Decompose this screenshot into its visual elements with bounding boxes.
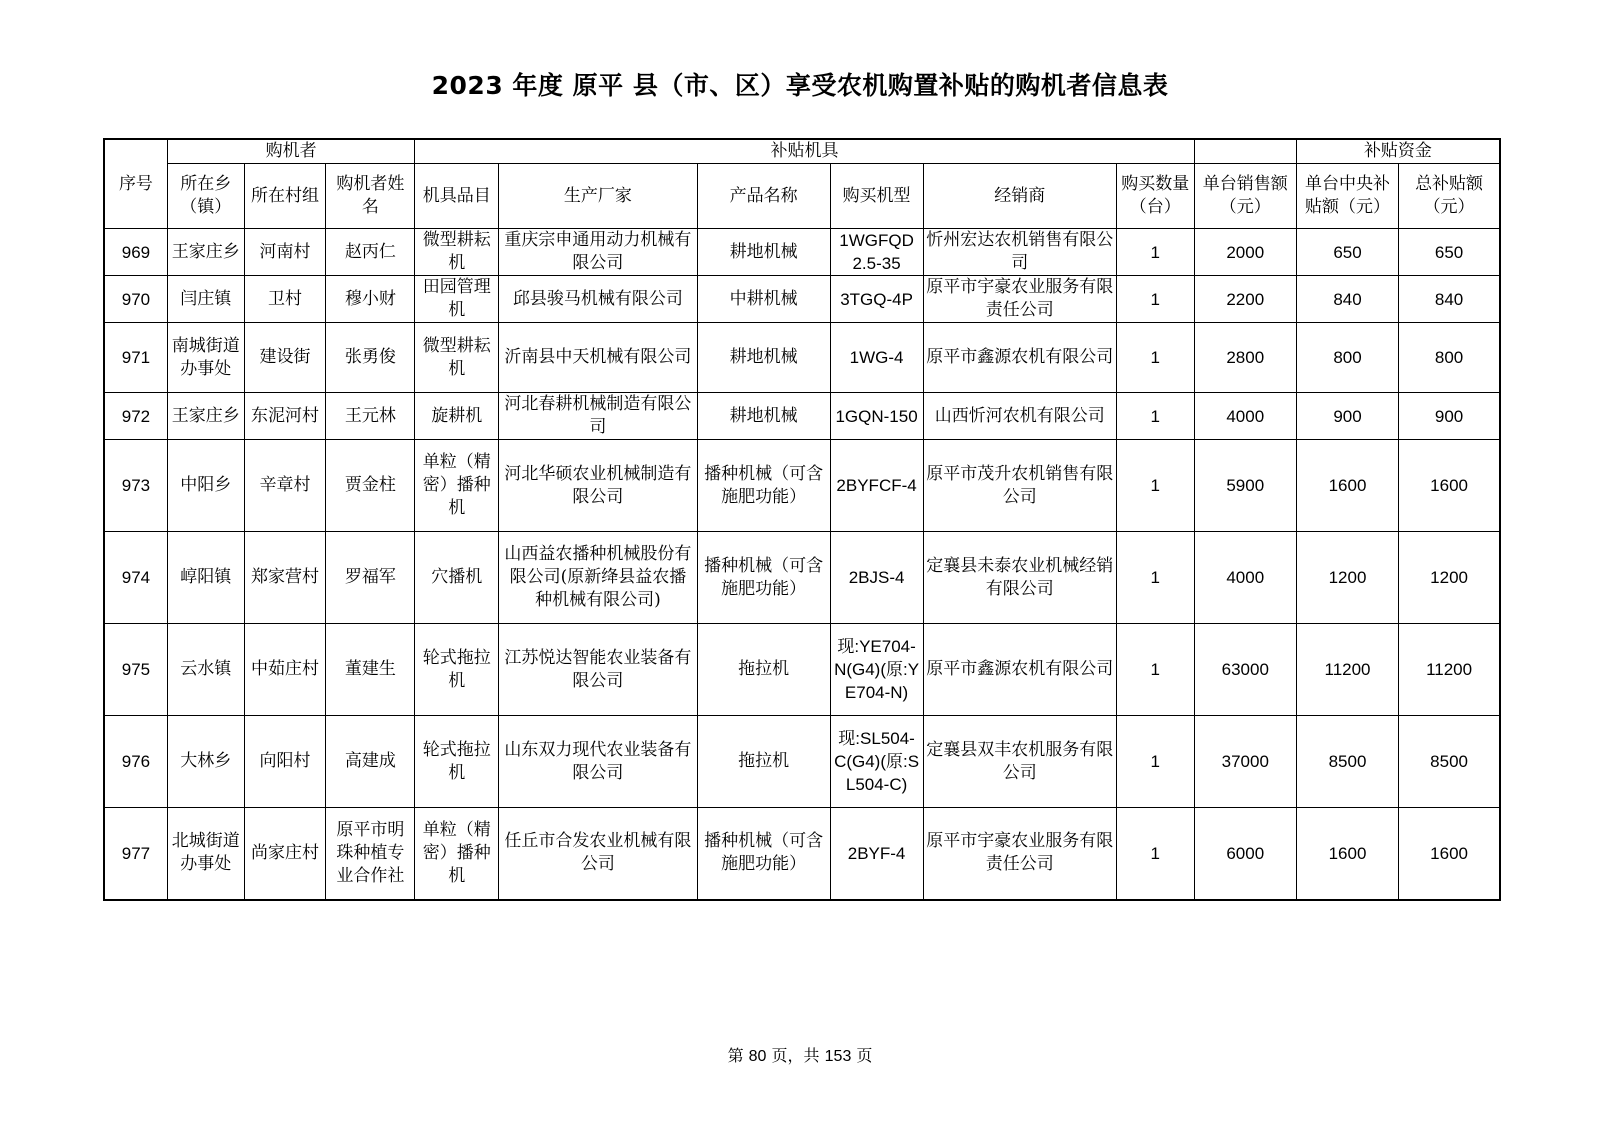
cell-town: 中阳乡 bbox=[167, 440, 244, 532]
cell-town: 王家庄乡 bbox=[167, 393, 244, 440]
footer-total-pages: 153 bbox=[824, 1048, 852, 1065]
cell-seq: 972 bbox=[104, 393, 167, 440]
cell-central: 8500 bbox=[1296, 716, 1398, 808]
cell-manufacturer: 任丘市合发农业机械有限公司 bbox=[499, 808, 697, 900]
cell-product: 播种机械（可含施肥功能） bbox=[697, 532, 830, 624]
cell-central: 840 bbox=[1296, 276, 1398, 323]
cell-manufacturer: 沂南县中天机械有限公司 bbox=[499, 323, 697, 393]
cell-name: 董建生 bbox=[326, 624, 415, 716]
cell-category: 微型耕耘机 bbox=[415, 229, 499, 276]
cell-dealer: 原平市鑫源农机有限公司 bbox=[923, 323, 1116, 393]
cell-name: 罗福军 bbox=[326, 532, 415, 624]
cell-village: 东泥河村 bbox=[244, 393, 326, 440]
header-group-machine: 补贴机具 bbox=[415, 139, 1194, 164]
cell-category: 轮式拖拉机 bbox=[415, 624, 499, 716]
cell-qty: 1 bbox=[1116, 323, 1194, 393]
cell-dealer: 原平市鑫源农机有限公司 bbox=[923, 624, 1116, 716]
cell-model: 1WGFQD2.5-35 bbox=[830, 229, 923, 276]
cell-town: 云水镇 bbox=[167, 624, 244, 716]
cell-name: 王元林 bbox=[326, 393, 415, 440]
cell-product: 耕地机械 bbox=[697, 393, 830, 440]
cell-town: 闫庄镇 bbox=[167, 276, 244, 323]
cell-seq: 975 bbox=[104, 624, 167, 716]
cell-price: 63000 bbox=[1194, 624, 1296, 716]
cell-total: 1200 bbox=[1399, 532, 1500, 624]
cell-manufacturer: 河北春耕机械制造有限公司 bbox=[499, 393, 697, 440]
cell-product: 拖拉机 bbox=[697, 716, 830, 808]
table-row bbox=[104, 440, 1500, 532]
cell-village: 卫村 bbox=[244, 276, 326, 323]
header-qty: 购买数量（台） bbox=[1116, 164, 1194, 229]
cell-town: 崞阳镇 bbox=[167, 532, 244, 624]
header-seq: 序号 bbox=[104, 139, 167, 229]
cell-manufacturer: 重庆宗申通用动力机械有限公司 bbox=[499, 229, 697, 276]
cell-qty: 1 bbox=[1116, 440, 1194, 532]
cell-central: 11200 bbox=[1296, 624, 1398, 716]
cell-name: 贾金柱 bbox=[326, 440, 415, 532]
cell-category: 单粒（精密）播种机 bbox=[415, 440, 499, 532]
cell-price: 6000 bbox=[1194, 808, 1296, 900]
cell-product: 拖拉机 bbox=[697, 624, 830, 716]
header-town: 所在乡（镇） bbox=[167, 164, 244, 229]
cell-dealer: 原平市茂升农机销售有限公司 bbox=[923, 440, 1116, 532]
cell-name: 赵丙仁 bbox=[326, 229, 415, 276]
cell-model: 1GQN-150 bbox=[830, 393, 923, 440]
page-title: 2023 年度 原平 县（市、区）享受农机购置补贴的购机者信息表 bbox=[431, 71, 1169, 100]
cell-name: 原平市明珠种植专业合作社 bbox=[326, 808, 415, 900]
cell-product: 播种机械（可含施肥功能） bbox=[697, 440, 830, 532]
header-central: 单台中央补贴额（元） bbox=[1296, 164, 1398, 229]
cell-category: 单粒（精密）播种机 bbox=[415, 808, 499, 900]
cell-total: 800 bbox=[1399, 323, 1500, 393]
cell-name: 高建成 bbox=[326, 716, 415, 808]
cell-seq: 973 bbox=[104, 440, 167, 532]
cell-manufacturer: 山东双力现代农业装备有限公司 bbox=[499, 716, 697, 808]
cell-central: 900 bbox=[1296, 393, 1398, 440]
cell-village: 河南村 bbox=[244, 229, 326, 276]
table-row bbox=[104, 532, 1500, 624]
cell-dealer: 山西忻河农机有限公司 bbox=[923, 393, 1116, 440]
cell-price: 5900 bbox=[1194, 440, 1296, 532]
header-group-row bbox=[104, 139, 1500, 164]
footer-page-number: 80 bbox=[748, 1048, 767, 1065]
cell-central: 800 bbox=[1296, 323, 1398, 393]
cell-model: 2BYFCF-4 bbox=[830, 440, 923, 532]
cell-price: 2200 bbox=[1194, 276, 1296, 323]
cell-village: 郑家营村 bbox=[244, 532, 326, 624]
table-row bbox=[104, 229, 1500, 276]
header-spacer bbox=[1194, 139, 1296, 164]
cell-dealer: 原平市宇豪农业服务有限责任公司 bbox=[923, 276, 1116, 323]
cell-qty: 1 bbox=[1116, 624, 1194, 716]
footer-suffix: 页 bbox=[851, 1046, 873, 1065]
cell-manufacturer: 河北华硕农业机械制造有限公司 bbox=[499, 440, 697, 532]
cell-village: 辛章村 bbox=[244, 440, 326, 532]
header-column-row bbox=[104, 164, 1500, 229]
cell-town: 大林乡 bbox=[167, 716, 244, 808]
cell-seq: 971 bbox=[104, 323, 167, 393]
cell-total: 11200 bbox=[1399, 624, 1500, 716]
table-row bbox=[104, 323, 1500, 393]
cell-manufacturer: 山西益农播种机械股份有限公司(原新绛县益农播种机械有限公司) bbox=[499, 532, 697, 624]
cell-category: 穴播机 bbox=[415, 532, 499, 624]
cell-town: 王家庄乡 bbox=[167, 229, 244, 276]
cell-price: 2800 bbox=[1194, 323, 1296, 393]
header-manufacturer: 生产厂家 bbox=[499, 164, 697, 229]
cell-category: 微型耕耘机 bbox=[415, 323, 499, 393]
footer-prefix: 第 bbox=[727, 1046, 749, 1065]
cell-central: 1600 bbox=[1296, 808, 1398, 900]
cell-category: 轮式拖拉机 bbox=[415, 716, 499, 808]
cell-seq: 976 bbox=[104, 716, 167, 808]
cell-village: 尚家庄村 bbox=[244, 808, 326, 900]
cell-total: 840 bbox=[1399, 276, 1500, 323]
cell-price: 4000 bbox=[1194, 393, 1296, 440]
cell-price: 4000 bbox=[1194, 532, 1296, 624]
cell-dealer: 定襄县双丰农机服务有限公司 bbox=[923, 716, 1116, 808]
cell-total: 1600 bbox=[1399, 440, 1500, 532]
cell-name: 穆小财 bbox=[326, 276, 415, 323]
header-model: 购买机型 bbox=[830, 164, 923, 229]
subsidy-table bbox=[103, 138, 1501, 901]
header-category: 机具品目 bbox=[415, 164, 499, 229]
cell-seq: 969 bbox=[104, 229, 167, 276]
cell-model: 2BYF-4 bbox=[830, 808, 923, 900]
table-row bbox=[104, 276, 1500, 323]
cell-village: 中茹庄村 bbox=[244, 624, 326, 716]
table-row bbox=[104, 808, 1500, 900]
cell-total: 900 bbox=[1399, 393, 1500, 440]
cell-seq: 974 bbox=[104, 532, 167, 624]
cell-qty: 1 bbox=[1116, 532, 1194, 624]
cell-product: 中耕机械 bbox=[697, 276, 830, 323]
cell-model: 1WG-4 bbox=[830, 323, 923, 393]
table-row bbox=[104, 624, 1500, 716]
cell-model: 现:SL504-C(G4)(原:SL504-C) bbox=[830, 716, 923, 808]
footer-middle: 页，共 bbox=[766, 1046, 825, 1065]
cell-name: 张勇俊 bbox=[326, 323, 415, 393]
cell-total: 650 bbox=[1399, 229, 1500, 276]
cell-dealer: 定襄县未泰农业机械经销有限公司 bbox=[923, 532, 1116, 624]
header-village: 所在村组 bbox=[244, 164, 326, 229]
header-price: 单台销售额（元） bbox=[1194, 164, 1296, 229]
cell-product: 耕地机械 bbox=[697, 229, 830, 276]
cell-manufacturer: 江苏悦达智能农业装备有限公司 bbox=[499, 624, 697, 716]
cell-manufacturer: 邱县骏马机械有限公司 bbox=[499, 276, 697, 323]
header-group-buyer: 购机者 bbox=[167, 139, 414, 164]
table-row bbox=[104, 716, 1500, 808]
cell-seq: 977 bbox=[104, 808, 167, 900]
cell-model: 3TGQ-4P bbox=[830, 276, 923, 323]
cell-qty: 1 bbox=[1116, 276, 1194, 323]
cell-village: 向阳村 bbox=[244, 716, 326, 808]
cell-qty: 1 bbox=[1116, 393, 1194, 440]
cell-qty: 1 bbox=[1116, 229, 1194, 276]
cell-product: 耕地机械 bbox=[697, 323, 830, 393]
cell-central: 1200 bbox=[1296, 532, 1398, 624]
cell-model: 2BJS-4 bbox=[830, 532, 923, 624]
cell-qty: 1 bbox=[1116, 808, 1194, 900]
header-total: 总补贴额（元） bbox=[1399, 164, 1500, 229]
cell-category: 旋耕机 bbox=[415, 393, 499, 440]
cell-qty: 1 bbox=[1116, 716, 1194, 808]
cell-total: 1600 bbox=[1399, 808, 1500, 900]
cell-town: 北城街道办事处 bbox=[167, 808, 244, 900]
cell-central: 650 bbox=[1296, 229, 1398, 276]
cell-product: 播种机械（可含施肥功能） bbox=[697, 808, 830, 900]
cell-dealer: 原平市宇豪农业服务有限责任公司 bbox=[923, 808, 1116, 900]
cell-village: 建设街 bbox=[244, 323, 326, 393]
header-name: 购机者姓名 bbox=[326, 164, 415, 229]
cell-central: 1600 bbox=[1296, 440, 1398, 532]
cell-price: 37000 bbox=[1194, 716, 1296, 808]
cell-town: 南城街道办事处 bbox=[167, 323, 244, 393]
cell-price: 2000 bbox=[1194, 229, 1296, 276]
cell-seq: 970 bbox=[104, 276, 167, 323]
header-dealer: 经销商 bbox=[923, 164, 1116, 229]
cell-total: 8500 bbox=[1399, 716, 1500, 808]
page-footer bbox=[0, 1043, 1600, 1066]
header-group-fund: 补贴资金 bbox=[1296, 139, 1500, 164]
cell-dealer: 忻州宏达农机销售有限公司 bbox=[923, 229, 1116, 276]
table-row bbox=[104, 393, 1500, 440]
cell-model: 现:YE704-N(G4)(原:YE704-N) bbox=[830, 624, 923, 716]
cell-category: 田园管理机 bbox=[415, 276, 499, 323]
header-product: 产品名称 bbox=[697, 164, 830, 229]
